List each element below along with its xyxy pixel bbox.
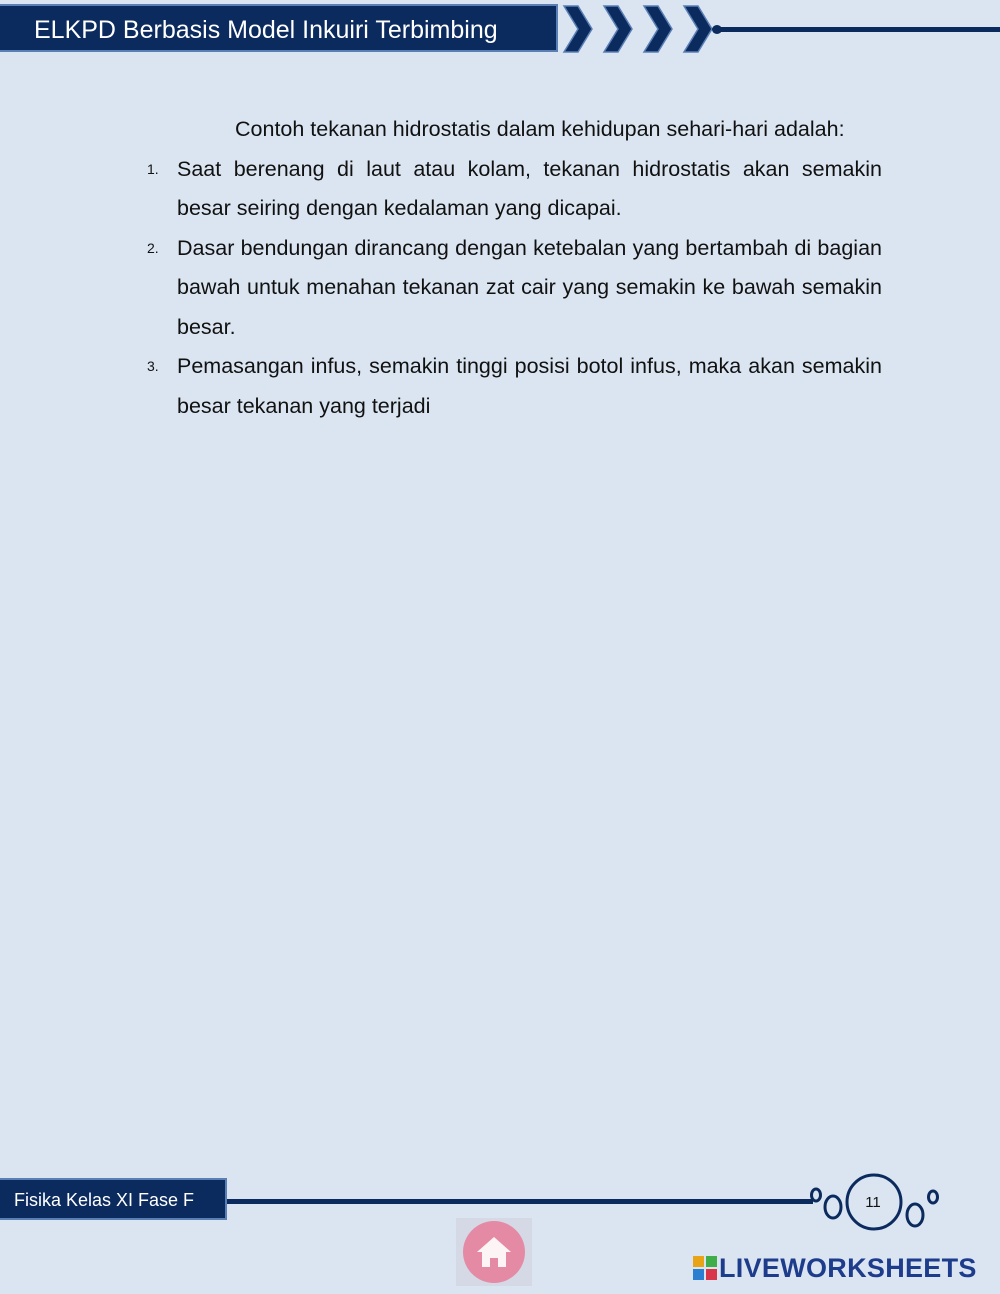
header-banner — [0, 4, 558, 52]
list-item-text: Dasar bendungan dirancang dengan ketebalan yang bertambah di bagian bawah untuk menahan tekanan zat cair yang semakin ke bawah semakin besar. — [177, 235, 882, 339]
liveworksheets-brand — [693, 1252, 977, 1284]
list-item — [140, 150, 882, 229]
brand-name: LIVEWORKSHEETS — [719, 1252, 977, 1283]
intro-paragraph: Contoh tekanan hidrostatis dalam kehidupan sehari-hari adalah: — [235, 117, 845, 141]
chevron-arrows-icon — [560, 2, 720, 56]
footer-banner — [0, 1178, 227, 1220]
list-item-text: Saat berenang di laut atau kolam, tekanan hidrostatis akan semakin besar seiring dengan kedalaman yang dicapai. — [177, 156, 882, 220]
list-item — [140, 229, 882, 348]
liveworksheets-logo-icon — [693, 1256, 717, 1280]
home-button-circle[interactable] — [463, 1221, 525, 1283]
list-item-number: 2. — [147, 239, 159, 256]
main-content — [140, 110, 882, 426]
header-divider-line — [716, 27, 1000, 32]
home-button[interactable] — [456, 1218, 532, 1286]
list-item-number: 3. — [147, 358, 159, 374]
page-number: 11 — [865, 1194, 881, 1211]
examples-list — [140, 150, 882, 427]
list-item-text: Pemasangan infus, semakin tinggi posisi botol infus, maka akan semakin besar tekanan yang terjadi — [177, 354, 882, 418]
list-item — [140, 347, 882, 426]
list-item-number: 1. — [147, 160, 159, 177]
home-icon — [475, 1234, 513, 1270]
footer-divider-line — [227, 1199, 813, 1204]
footer-label: Fisika Kelas XI Fase F — [14, 1190, 195, 1210]
header-title: ELKPD Berbasis Model Inkuiri Terbimbing — [34, 16, 498, 44]
